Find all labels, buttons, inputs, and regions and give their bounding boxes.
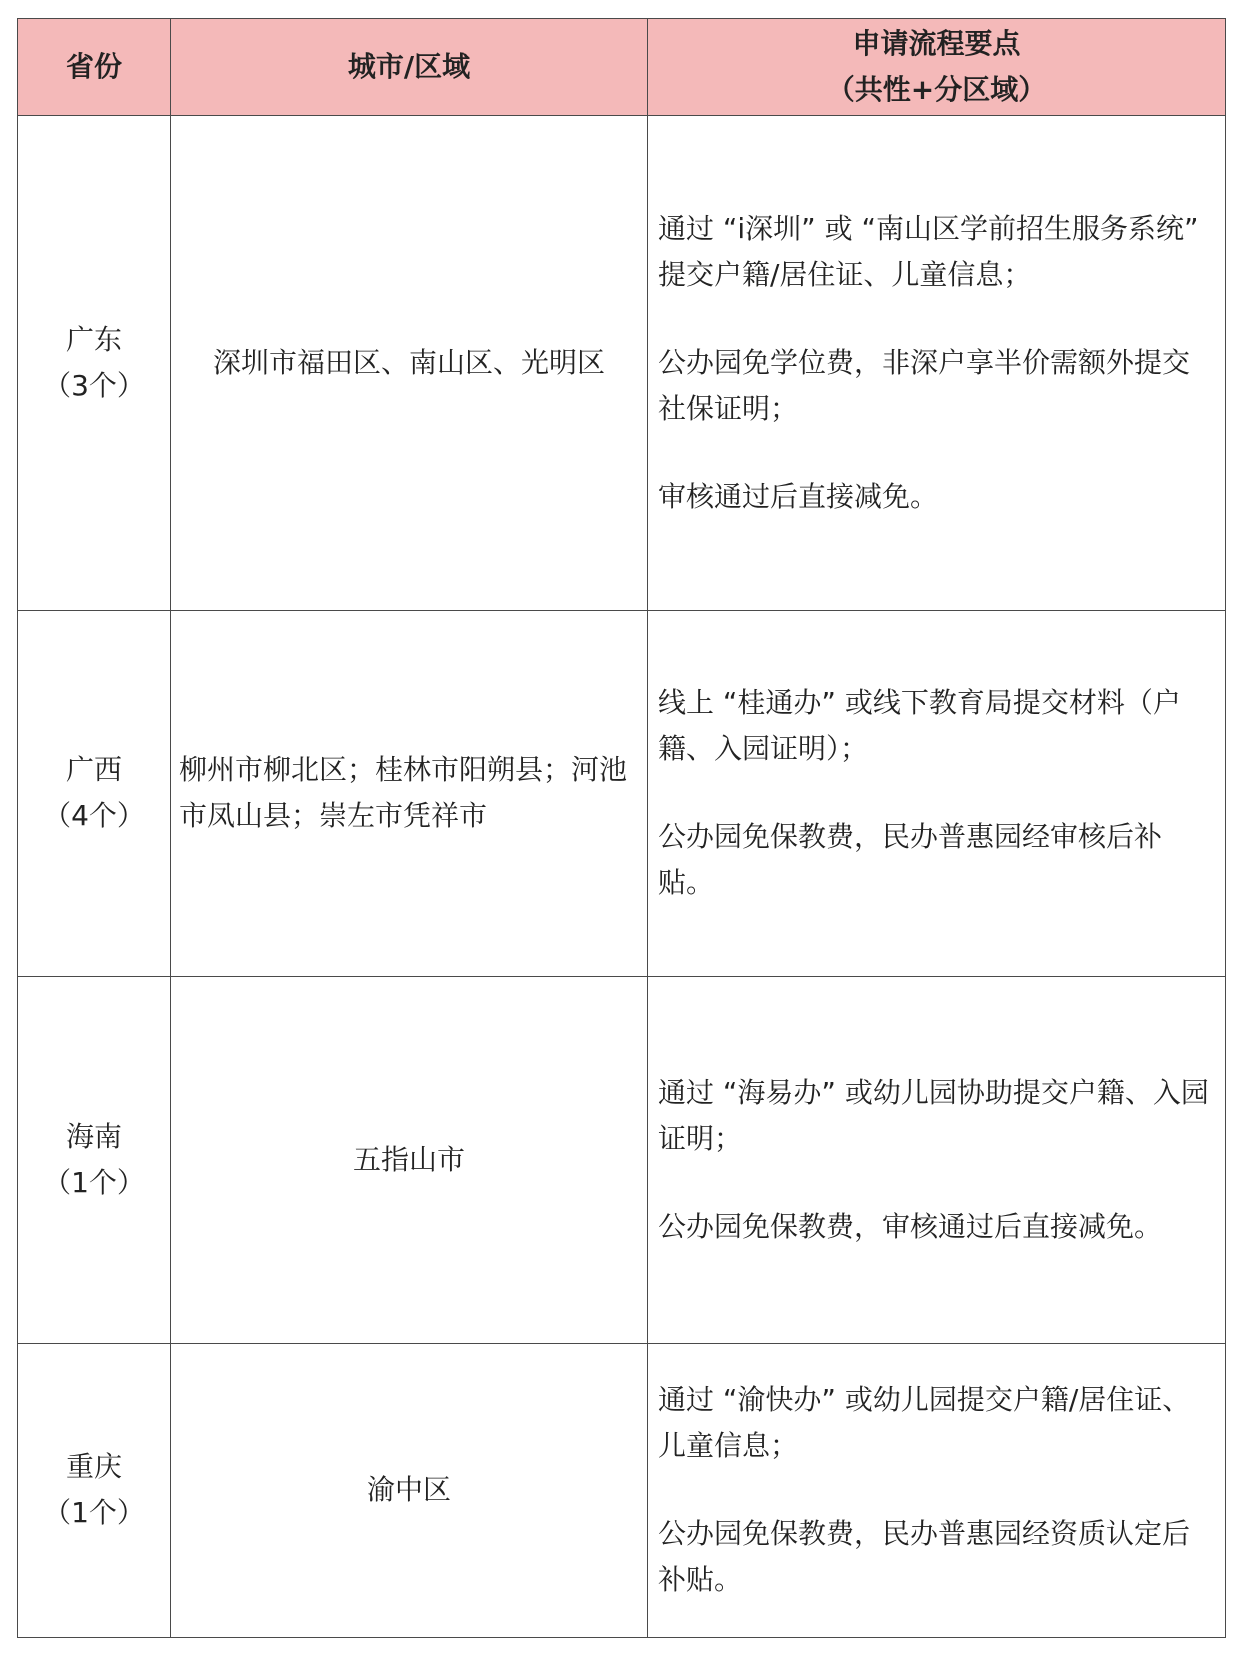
table-row bbox=[18, 116, 1226, 611]
process-step: 审核通过后直接减免。 bbox=[658, 479, 939, 513]
province-name: 海南 bbox=[65, 1119, 122, 1153]
fee-reduction-table bbox=[17, 18, 1226, 1638]
process-cell bbox=[648, 116, 1226, 611]
province-cell bbox=[18, 116, 171, 611]
province-name: 广东 bbox=[65, 322, 122, 356]
table-row bbox=[18, 1343, 1226, 1637]
process-step: 通过 “i深圳” 或 “南山区学前招生服务系统” 提交户籍/居住证、儿童信息； bbox=[658, 211, 1199, 291]
header-province: 省份 bbox=[18, 19, 171, 116]
process-step: 线上 “桂通办” 或线下教育局提交材料（户籍、入园证明）； bbox=[658, 686, 1181, 766]
table-row bbox=[18, 976, 1226, 1343]
header-process-title: 申请流程要点 bbox=[852, 27, 1021, 60]
process-cell bbox=[648, 976, 1226, 1343]
process-cell bbox=[648, 1343, 1226, 1637]
province-name: 广西 bbox=[65, 753, 122, 787]
city-cell: 渝中区 bbox=[171, 1343, 648, 1637]
province-count: （1个） bbox=[43, 1165, 145, 1199]
province-name: 重庆 bbox=[65, 1450, 122, 1484]
header-row bbox=[18, 19, 1226, 116]
city-cell: 五指山市 bbox=[171, 976, 648, 1343]
province-count: （1个） bbox=[43, 1496, 145, 1530]
process-cell bbox=[648, 610, 1226, 976]
header-city: 城市/区域 bbox=[171, 19, 648, 116]
process-step: 公办园免保教费，民办普惠园经审核后补贴。 bbox=[658, 820, 1163, 900]
process-step: 通过 “渝快办” 或幼儿园提交户籍/居住证、儿童信息； bbox=[658, 1383, 1191, 1463]
city-cell: 深圳市福田区、南山区、光明区 bbox=[171, 116, 648, 611]
process-step: 通过 “海易办” 或幼儿园协助提交户籍、入园证明； bbox=[658, 1075, 1209, 1155]
city-cell: 柳州市柳北区；桂林市阳朔县；河池市凤山县；崇左市凭祥市 bbox=[171, 610, 648, 976]
header-process bbox=[648, 19, 1226, 116]
process-step: 公办园免保教费，审核通过后直接减免。 bbox=[658, 1209, 1163, 1243]
province-cell bbox=[18, 976, 171, 1343]
province-cell bbox=[18, 1343, 171, 1637]
province-count: （4个） bbox=[43, 799, 145, 833]
process-step: 公办园免保教费，民办普惠园经资质认定后补贴。 bbox=[658, 1517, 1191, 1597]
header-process-subtitle: （共性+分区域） bbox=[826, 73, 1047, 106]
table-row bbox=[18, 610, 1226, 976]
province-cell bbox=[18, 610, 171, 976]
province-count: （3个） bbox=[43, 368, 145, 402]
process-step: 公办园免学位费，非深户享半价需额外提交社保证明； bbox=[658, 345, 1191, 425]
